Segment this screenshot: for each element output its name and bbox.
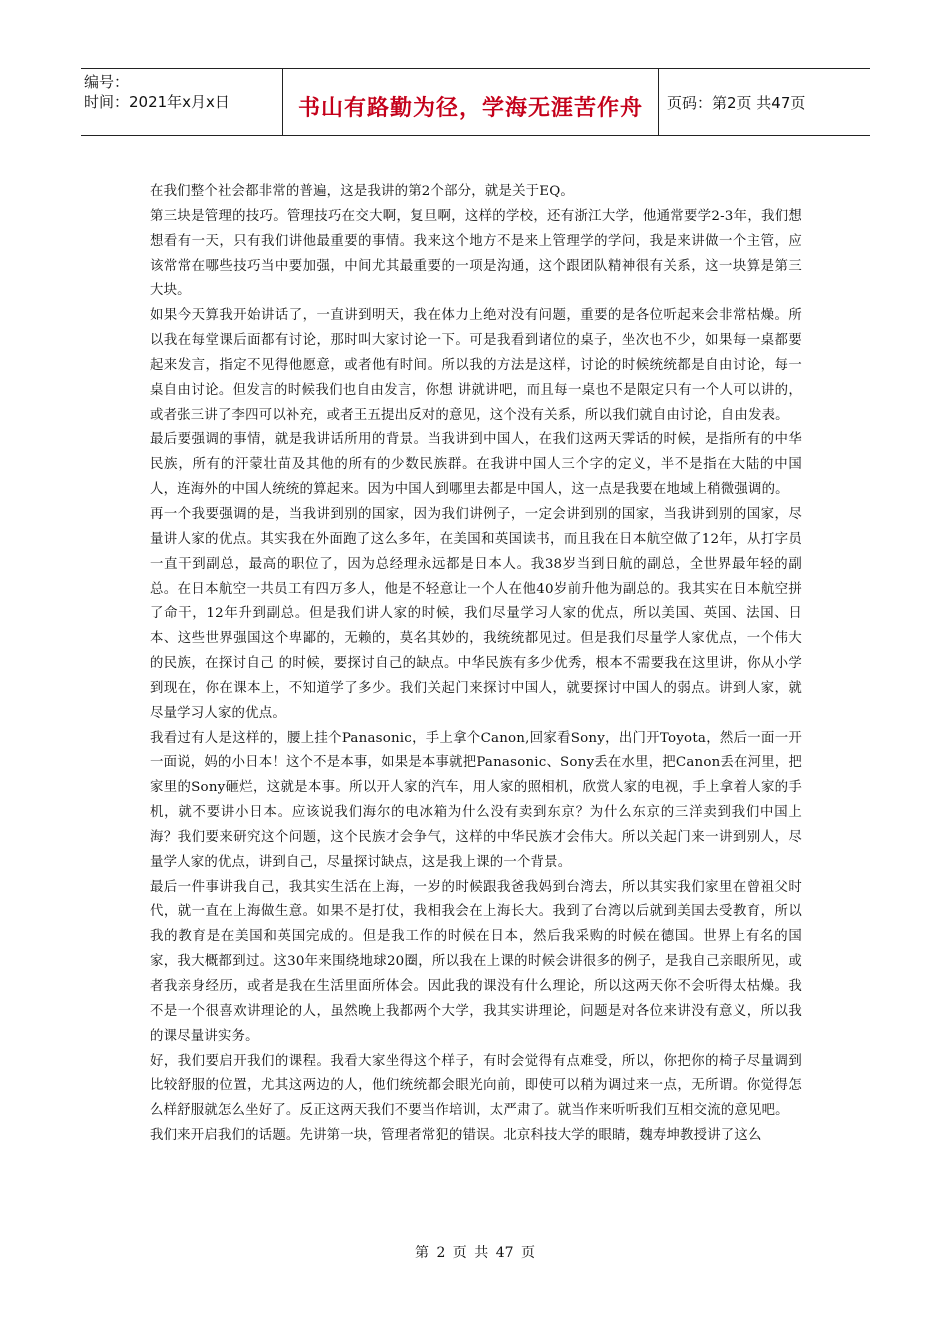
paragraph: 如果今天算我开始讲话了，一直讲到明天，我在体力上绝对没有问题，重要的是各位听起来会非常枯燥。所以我在每堂课后面都有讨论，那时叫大家讨论一下。可是我看到诸位的桌子，坐次也不少，如果每一桌都要起来发言，指定不见得他愿意，或者他有时间。所以我的方法是这样，讨论的时候统统都是自由讨论，每一桌自由讨论。但发言的时候我们也自由发言，你想 讲就讲吧，而且每一桌也不是限定只有一个人可以讲的，或者张三讲了李四可以补充，或者王五提出反对的意见，这个没有关系，所以我们就自由讨论，自由发表。 [150, 308, 802, 423]
paragraph: 第三块是管理的技巧。管理技巧在交大啊，复旦啊，这样的学校，还有浙江大学，他通常要学2-3年，我们想想看有一天，只有我们讲他最重要的事情。我来这个地方不是来上管理学的学问，我是来讲做一个主管，应该常常在哪些技巧当中要加强，中间尤其最重要的一项是沟通，这个跟团队精神很有关系，这一块算是第三大块。 [150, 208, 802, 299]
document-body [150, 180, 802, 1149]
header-motto: 书山有路勤为径，学海无涯苦作舟 [283, 69, 659, 135]
page-header [81, 68, 870, 136]
paragraph: 我看过有人是这样的，腰上挂个Panasonic，手上拿个Canon,回家看Sony，出门开Toyota，然后一面一开一面说，妈的小日本！这个不是本事，如果是本事就把Panasonic、Sony丢在水里，把Canon丢在河里，把家里的Sony砸烂，这就是本事。所以开人家的汽车，用人家的照相机，欣赏人家的电视，手上拿着人家的手机，就不要讲小日本。应该说我们海尔的电冰箱为什么没有卖到东京？为什么东京的三洋卖到我们中国上海？我们要来研究这个问题，这个民族才会争气，这样的中华民族才会伟大。所以关起门来一讲到别人，尽量学人家的优点，讲到自己，尽量探讨缺点，这是我上课的一个背景。 [150, 730, 802, 870]
header-page-number: 页码：第2页 共47页 [667, 93, 806, 112]
page-footer: 第 2 页 共 47 页 [415, 1245, 535, 1261]
paragraph: 我们来开启我们的话题。先讲第一块，管理者常犯的错误。北京科技大学的眼睛，魏寿坤教授讲了这么 [150, 1128, 762, 1144]
header-meta-cell [81, 69, 283, 135]
paragraph: 再一个我要强调的是，当我讲到别的国家，因为我们讲例子，一定会讲到别的国家，当我讲到别的国家，尽量讲人家的优点。其实我在外面跑了这么多年，在美国和英国读书，而且我在日本航空做了12年，从打字员一直干到副总，最高的职位了，因为总经理永远都是日本人。我38岁当到日航的副总，全世界最年轻的副总。在日本航空一共员工有四万多人，他是不轻意让一个人在他40岁前升他为副总的。我其实在日本航空拼了命干，12年升到副总。但是我们讲人家的时候，我们尽量学习人家的优点，所以美国、英国、法国、日本、这些世界强国这个卑鄙的，无赖的，莫名其妙的，我统统都见过。但是我们尽量学人家优点，一个伟大的民族，在探讨自己 的时候，要探讨自己的缺点。中华民族有多少优秀，根本不需要我在这里讲，你从小学到现在，你在课本上，不知道学了多少。我们关起门来探讨中国人，就要探讨中国人的弱点。讲到人家，就尽量学习人家的优点。 [150, 506, 802, 721]
document-number-label: 编号： [84, 73, 130, 91]
paragraph: 最后一件事讲我自己，我其实生活在上海，一岁的时候跟我爸我妈到台湾去，所以其实我们家里在曾祖父时代，就一直在上海做生意。如果不是打仗，我相我会在上海长大。我到了台湾以后就到美国去受教育，所以我的教育是在美国和英国完成的。但是我工作的时候在日本，然后我采购的时候在德国。世界上有名的国家，我大概都到过。这30年来围绕地球20圈，所以我在上课的时候会讲很多的例子，是我自己亲眼所见，或者我亲身经历，或者是我在生活里面所体会。因此我的课没有什么理论，所以这两天你不会听得太枯燥。我不是一个很喜欢讲理论的人，虽然晚上我都两个大学，我其实讲理论，问题是对各位来讲没有意义，所以我的课尽量讲实务。 [150, 879, 802, 1044]
paragraph: 在我们整个社会都非常的普遍，这是我讲的第2个部分，就是关于EQ。 [150, 184, 574, 199]
document-date-label: 时间：2021年x月x日 [84, 93, 230, 111]
paragraph: 好，我们要启开我们的课程。我看大家坐得这个样子，有时会觉得有点难受，所以，你把你的椅子尽量调到比较舒服的位置，尤其这两边的人，他们统统都会眼光向前，即使可以稍为调过来一点，无所谓。你觉得怎么样舒服就怎么坐好了。反正这两天我们不要当作培训，太严肃了。就当作来听听我们互相交流的意见吧。 [150, 1053, 802, 1119]
paragraph: 最后要强调的事情，就是我讲话所用的背景。当我讲到中国人，在我们这两天霁话的时候，是指所有的中华民族，所有的汗蒙壮苗及其他的所有的少数民族群。在我讲中国人三个字的定义，半不是指在大陆的中国人，连海外的中国人统统的算起来。因为中国人到哪里去都是中国人，这一点是我要在地域上稍微强调的。 [150, 432, 802, 498]
